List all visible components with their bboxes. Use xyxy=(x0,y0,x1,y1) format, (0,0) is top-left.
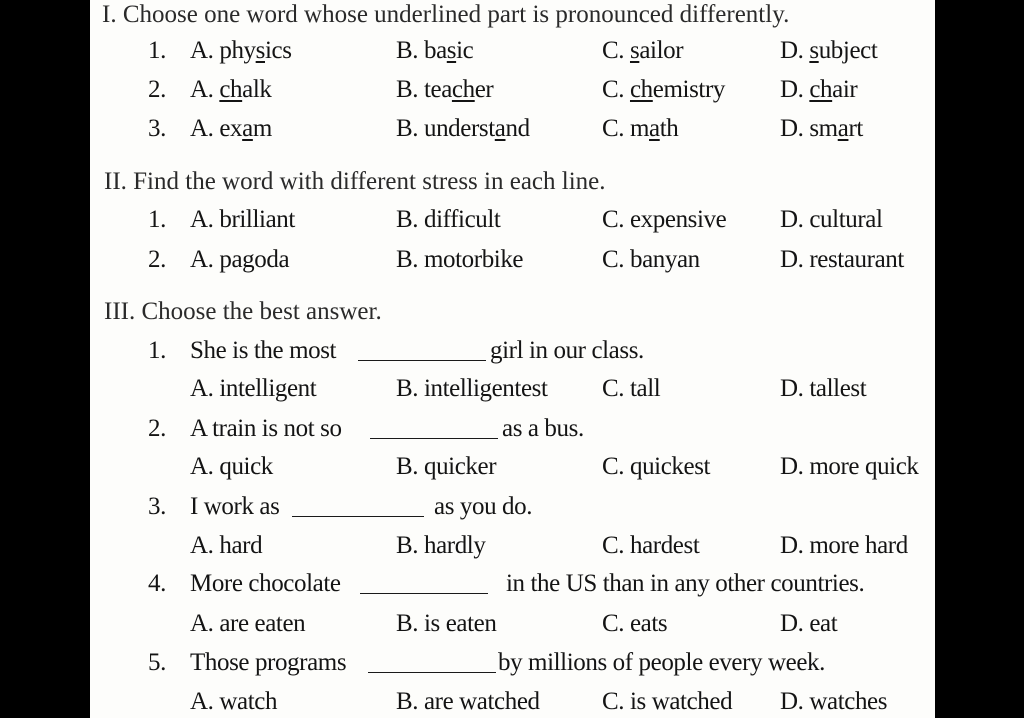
underlined-sound: ch xyxy=(451,76,475,103)
option-text: D. xyxy=(780,37,810,64)
underlined-sound: a xyxy=(242,115,253,142)
option-b[interactable]: B. quicker xyxy=(396,453,497,480)
option-a[interactable] xyxy=(190,75,272,105)
item-number: 2. xyxy=(148,246,166,273)
option-text: ics xyxy=(265,37,292,64)
item-number: 5. xyxy=(148,649,166,676)
stem-before: More chocolate xyxy=(190,570,341,597)
stem-before: She is the most xyxy=(190,337,337,364)
item-number: 1. xyxy=(148,206,166,233)
underlined-sound: ch xyxy=(219,76,243,103)
option-d[interactable]: D. tallest xyxy=(780,375,867,402)
option-text: B. ba xyxy=(396,37,447,64)
item-number: 1. xyxy=(148,37,166,64)
option-c[interactable]: C. hardest xyxy=(602,532,700,559)
option-d[interactable] xyxy=(780,114,863,144)
option-b[interactable]: B. difficult xyxy=(396,206,501,233)
answer-blank[interactable] xyxy=(370,438,498,439)
stem-after: girl in our class. xyxy=(490,337,644,364)
option-b[interactable] xyxy=(396,114,530,144)
option-d[interactable]: D. more hard xyxy=(780,532,908,559)
option-b[interactable] xyxy=(396,36,473,66)
option-text: ailor xyxy=(639,37,684,64)
option-c[interactable]: C. expensive xyxy=(602,206,727,233)
answer-blank[interactable] xyxy=(368,672,496,673)
option-c[interactable] xyxy=(602,75,725,105)
option-text: er xyxy=(474,76,494,103)
option-c[interactable]: C. quickest xyxy=(602,453,711,480)
section-1-heading: I. Choose one word whose underlined part is pronounced differently. xyxy=(102,1,790,28)
answer-blank[interactable] xyxy=(358,360,486,361)
item-number: 2. xyxy=(148,415,166,442)
stem-after: as a bus. xyxy=(502,415,584,442)
option-text: nd xyxy=(505,115,530,142)
option-text: D. sm xyxy=(780,115,838,142)
option-text: A. xyxy=(190,76,220,103)
item-number: 3. xyxy=(148,493,166,520)
option-d[interactable]: D. cultural xyxy=(780,206,883,233)
item-number: 1. xyxy=(148,337,166,364)
option-text: C. xyxy=(602,37,630,64)
underlined-sound: s xyxy=(446,37,457,64)
stem-after: by millions of people every week. xyxy=(498,649,825,676)
option-c[interactable]: C. banyan xyxy=(602,246,700,273)
section-3-heading: III. Choose the best answer. xyxy=(104,298,382,325)
option-b[interactable]: B. intelligentest xyxy=(396,375,548,402)
underlined-sound: a xyxy=(494,115,506,142)
option-d[interactable]: D. watches xyxy=(780,688,888,715)
underlined-sound: s xyxy=(809,37,819,64)
stem-before: I work as xyxy=(190,493,280,520)
option-text: A. phy xyxy=(190,37,256,64)
option-text: B. underst xyxy=(396,115,495,142)
option-d[interactable] xyxy=(780,75,857,105)
option-a[interactable] xyxy=(190,114,272,144)
option-d[interactable]: D. restaurant xyxy=(780,246,904,273)
option-text: alk xyxy=(242,76,272,103)
worksheet-page xyxy=(90,0,935,718)
option-b[interactable]: B. hardly xyxy=(396,532,486,559)
option-text: ic xyxy=(456,37,474,64)
option-a[interactable]: A. intelligent xyxy=(190,375,317,402)
option-d[interactable] xyxy=(780,36,877,66)
stem-after: in the US than in any other countries. xyxy=(506,570,865,597)
item-number: 3. xyxy=(148,115,166,142)
underlined-sound: ch xyxy=(629,76,653,103)
item-number: 2. xyxy=(148,76,166,103)
stem-before: A train is not so xyxy=(190,415,342,442)
underlined-sound: s xyxy=(255,37,265,64)
item-number: 4. xyxy=(148,570,166,597)
underlined-sound: a xyxy=(649,115,660,142)
option-a[interactable]: A. brilliant xyxy=(190,206,295,233)
option-a[interactable]: A. are eaten xyxy=(190,610,306,637)
underlined-sound: a xyxy=(837,115,849,142)
option-a[interactable]: A. watch xyxy=(190,688,278,715)
option-text: C. xyxy=(602,76,630,103)
underlined-sound: s xyxy=(629,37,640,64)
option-text: ubject xyxy=(818,37,878,64)
option-a[interactable]: A. hard xyxy=(190,532,263,559)
underlined-sound: ch xyxy=(809,76,833,103)
answer-blank[interactable] xyxy=(292,516,424,517)
option-text: B. tea xyxy=(396,76,452,103)
stem-before: Those programs xyxy=(190,649,347,676)
option-text: th xyxy=(659,115,679,142)
option-text: A. ex xyxy=(190,115,243,142)
option-text: m xyxy=(252,115,272,142)
option-b[interactable]: B. is eaten xyxy=(396,610,497,637)
option-text: D. xyxy=(780,76,810,103)
option-text: C. m xyxy=(602,115,650,142)
option-c[interactable] xyxy=(602,36,683,66)
option-a[interactable]: A. pagoda xyxy=(190,246,290,273)
option-text: rt xyxy=(848,115,863,142)
option-c[interactable] xyxy=(602,114,678,144)
option-c[interactable]: C. eats xyxy=(602,610,668,637)
option-b[interactable]: B. are watched xyxy=(396,688,540,715)
option-b[interactable] xyxy=(396,75,493,105)
option-a[interactable] xyxy=(190,36,292,66)
option-a[interactable]: A. quick xyxy=(190,453,273,480)
option-text: air xyxy=(832,76,858,103)
option-c[interactable]: C. tall xyxy=(602,375,661,402)
option-d[interactable]: D. eat xyxy=(780,610,838,637)
option-c[interactable]: C. is watched xyxy=(602,688,733,715)
option-d[interactable]: D. more quick xyxy=(780,453,919,480)
option-b[interactable]: B. motorbike xyxy=(396,246,524,273)
answer-blank[interactable] xyxy=(360,593,488,594)
option-text: emistry xyxy=(652,76,725,103)
section-2-heading: II. Find the word with different stress in each line. xyxy=(104,168,606,195)
stem-after: as you do. xyxy=(434,493,533,520)
